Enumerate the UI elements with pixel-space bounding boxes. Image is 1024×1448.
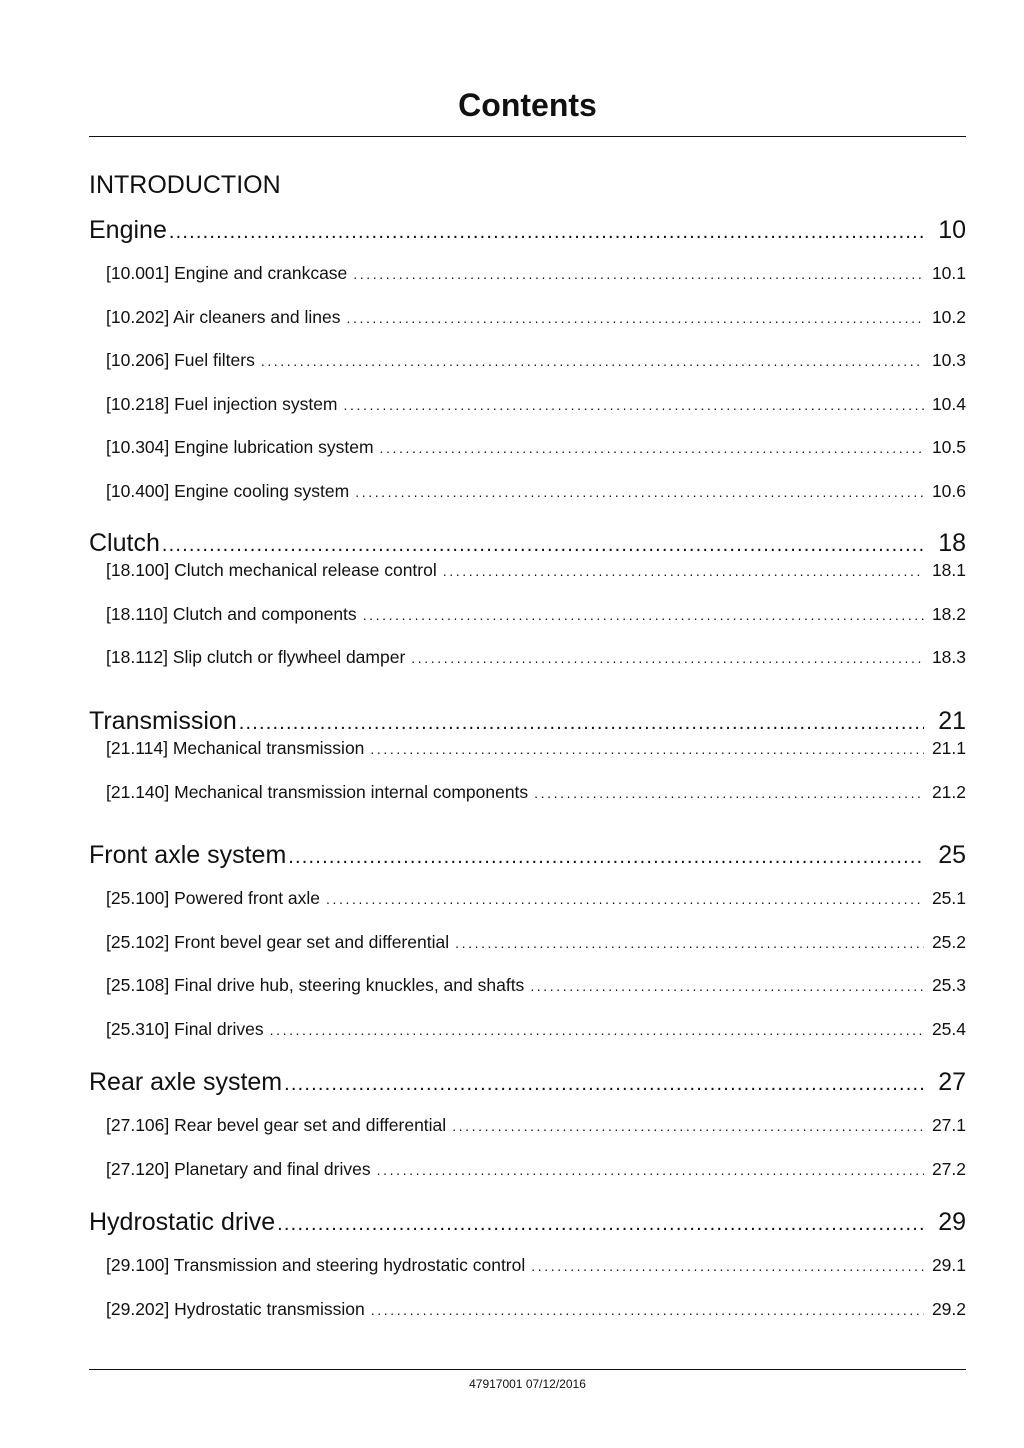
toc-dot-leader bbox=[534, 785, 924, 801]
toc-dot-leader bbox=[288, 846, 924, 869]
toc-subsection-entry[interactable] bbox=[89, 888, 966, 912]
toc-section-entry[interactable] bbox=[89, 707, 966, 739]
toc-dot-leader bbox=[370, 741, 924, 757]
toc-subsection-label: [18.100] Clutch mechanical release control bbox=[106, 560, 437, 580]
toc-section-label: Rear axle system bbox=[89, 1068, 283, 1096]
toc-subsection-entry[interactable] bbox=[89, 647, 966, 671]
toc-subsection-page: 25.2 bbox=[931, 931, 966, 952]
toc-subsection-entry[interactable] bbox=[89, 1299, 966, 1323]
toc-dot-leader bbox=[261, 353, 924, 369]
toc-subsection-entry[interactable] bbox=[89, 394, 966, 418]
toc-subsection-entry[interactable] bbox=[89, 263, 966, 287]
toc-subsection-label: [27.106] Rear bevel gear set and differential bbox=[106, 1115, 447, 1135]
toc-subsection-entry[interactable] bbox=[89, 560, 966, 584]
toc-subsection-page: 29.1 bbox=[931, 1255, 966, 1275]
footer-divider bbox=[89, 1369, 966, 1370]
toc-subsection-entry[interactable] bbox=[89, 782, 966, 806]
toc-subsection-label: [10.400] Engine cooling system bbox=[106, 480, 350, 501]
toc-section-entry[interactable] bbox=[89, 1068, 966, 1100]
toc-subsection-entry[interactable] bbox=[89, 437, 966, 461]
toc-subsection-entry[interactable] bbox=[89, 481, 966, 505]
toc-subsection-entry[interactable] bbox=[89, 1255, 966, 1279]
toc-dot-leader bbox=[363, 607, 924, 623]
toc-dot-leader bbox=[380, 440, 924, 456]
toc-subsection-label: [10.001] Engine and crankcase bbox=[106, 263, 348, 283]
toc-section-page: 18 bbox=[938, 529, 966, 557]
toc-subsection-label: [29.202] Hydrostatic transmission bbox=[106, 1298, 365, 1319]
toc-dot-leader bbox=[377, 1162, 924, 1178]
toc-subsection-entry[interactable] bbox=[89, 307, 966, 331]
toc-dot-leader bbox=[169, 221, 924, 244]
toc-subsection-label: [21.140] Mechanical transmission internal components bbox=[106, 781, 529, 802]
toc-subsection-label: [10.304] Engine lubrication system bbox=[106, 437, 374, 457]
toc-dot-leader bbox=[531, 1258, 924, 1274]
toc-subsection-page: 29.2 bbox=[931, 1298, 966, 1319]
toc-subsection-label: [21.114] Mechanical transmission bbox=[106, 738, 365, 758]
toc-dot-leader bbox=[530, 978, 924, 994]
toc-dot-leader bbox=[355, 484, 924, 500]
toc-subsection-page: 21.1 bbox=[931, 738, 966, 758]
toc-subsection-page: 10.4 bbox=[931, 393, 966, 414]
page-title: Contents bbox=[458, 87, 597, 123]
toc-section-entry[interactable] bbox=[89, 1208, 966, 1240]
toc-dot-leader bbox=[455, 935, 924, 951]
toc-section-page: 21 bbox=[938, 707, 966, 735]
toc-subsection-page: 27.2 bbox=[931, 1158, 966, 1179]
toc-intro-heading[interactable]: INTRODUCTION bbox=[89, 171, 281, 199]
toc-dot-leader bbox=[443, 563, 924, 579]
toc-subsection-entry[interactable] bbox=[89, 604, 966, 628]
toc-dot-leader bbox=[344, 397, 924, 413]
toc-dot-leader bbox=[270, 1022, 924, 1038]
toc-dot-leader bbox=[346, 310, 923, 326]
toc-subsection-label: [10.206] Fuel filters bbox=[106, 350, 255, 370]
toc-section-page: 10 bbox=[938, 216, 966, 244]
toc-subsection-entry[interactable] bbox=[89, 1019, 966, 1043]
toc-subsection-label: [10.202] Air cleaners and lines bbox=[106, 306, 341, 327]
toc-subsection-entry[interactable] bbox=[89, 975, 966, 999]
toc-dot-leader bbox=[411, 650, 924, 666]
toc-subsection-page: 10.1 bbox=[931, 263, 966, 283]
toc-subsection-label: [25.108] Final drive hub, steering knuckles, and shafts bbox=[106, 975, 525, 995]
toc-subsection-label: [29.100] Transmission and steering hydrostatic control bbox=[106, 1255, 526, 1275]
toc-dot-leader bbox=[452, 1118, 924, 1134]
toc-subsection-page: 18.3 bbox=[931, 647, 966, 667]
toc-section-label: Transmission bbox=[89, 707, 237, 735]
toc-dot-leader bbox=[284, 1073, 924, 1096]
toc-section-entry[interactable] bbox=[89, 529, 966, 561]
toc-section-label: Hydrostatic drive bbox=[89, 1208, 276, 1236]
toc-subsection-label: [25.100] Powered front axle bbox=[106, 888, 321, 908]
toc-subsection-label: [25.102] Front bevel gear set and differential bbox=[106, 931, 450, 952]
toc-subsection-entry[interactable] bbox=[89, 738, 966, 762]
toc-subsection-page: 25.4 bbox=[931, 1018, 966, 1039]
toc-subsection-entry[interactable] bbox=[89, 932, 966, 956]
toc-subsection-page: 10.3 bbox=[931, 350, 966, 370]
toc-section-label: Engine bbox=[89, 216, 167, 244]
toc-section-label: Clutch bbox=[89, 529, 160, 557]
toc-subsection-page: 18.2 bbox=[931, 603, 966, 624]
toc-dot-leader bbox=[239, 712, 924, 735]
toc-subsection-label: [18.110] Clutch and components bbox=[106, 603, 357, 624]
toc-subsection-entry[interactable] bbox=[89, 1159, 966, 1183]
toc-dot-leader bbox=[353, 266, 924, 282]
toc-dot-leader bbox=[162, 534, 924, 557]
toc-page bbox=[89, 0, 966, 1448]
toc-subsection-label: [25.310] Final drives bbox=[106, 1018, 264, 1039]
page-footer: 47917001 07/12/2016 bbox=[469, 1377, 586, 1391]
toc-subsection-page: 21.2 bbox=[931, 781, 966, 802]
title-divider bbox=[89, 136, 966, 137]
toc-section-entry[interactable] bbox=[89, 841, 966, 873]
toc-section-page: 27 bbox=[938, 1068, 966, 1096]
toc-section-page: 29 bbox=[938, 1208, 966, 1236]
toc-subsection-page: 10.5 bbox=[931, 437, 966, 457]
toc-section-page: 25 bbox=[938, 841, 966, 869]
toc-subsection-label: [27.120] Planetary and final drives bbox=[106, 1158, 371, 1179]
toc-subsection-page: 10.2 bbox=[931, 306, 966, 327]
toc-subsection-page: 10.6 bbox=[931, 480, 966, 501]
toc-subsection-page: 25.1 bbox=[931, 888, 966, 908]
toc-subsection-page: 25.3 bbox=[931, 975, 966, 995]
toc-dot-leader bbox=[371, 1302, 924, 1318]
toc-subsection-page: 18.1 bbox=[931, 560, 966, 580]
toc-section-label: Front axle system bbox=[89, 841, 287, 869]
toc-dot-leader bbox=[326, 891, 924, 907]
toc-subsection-label: [18.112] Slip clutch or flywheel damper bbox=[106, 647, 406, 667]
toc-subsection-page: 27.1 bbox=[931, 1115, 966, 1135]
toc-subsection-label: [10.218] Fuel injection system bbox=[106, 393, 338, 414]
toc-subsection-entry[interactable] bbox=[89, 350, 966, 374]
toc-subsection-entry[interactable] bbox=[89, 1115, 966, 1139]
toc-dot-leader bbox=[277, 1213, 924, 1236]
toc-section-entry[interactable] bbox=[89, 216, 966, 248]
